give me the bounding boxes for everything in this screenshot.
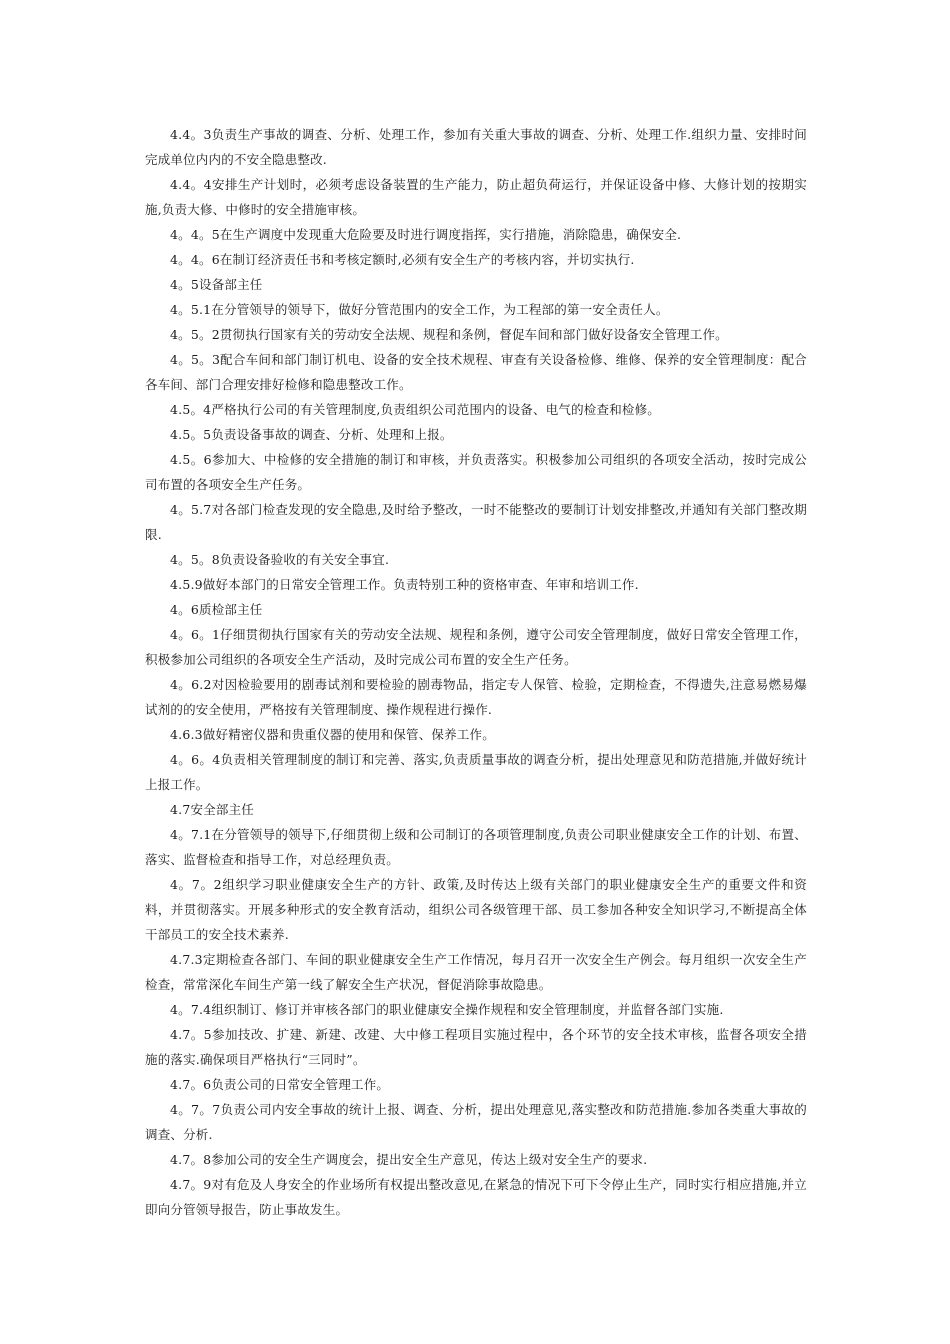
paragraph-4-7-1: 4。7.1在分管领导的领导下,仔细贯彻上级和公司制订的各项管理制度,负责公司职业健康安全工作的计划、布置、落实、监督检查和指导工作，对总经理负责。 [145,827,807,867]
paragraph-4-7-8: 4.7。8参加公司的安全生产调度会，提出安全生产意见，传达上级对安全生产的要求. [170,1152,648,1167]
document-body [145,122,807,1222]
paragraph-4-4-4: 4.4。4安排生产计划时，必须考虑设备装置的生产能力，防止超负荷运行，并保证设备中修、大修计划的按期实施,负责大修、中修时的安全措施审核。 [145,177,807,217]
paragraph-4-6-1: 4。6。1仔细贯彻执行国家有关的劳动安全法规、规程和条例，遵守公司安全管理制度，做好日常安全管理工作，积极参加公司组织的各项安全生产活动，及时完成公司布置的安全生产任务。 [145,627,807,667]
paragraph-4-7-6: 4.7。6负责公司的日常安全管理工作。 [170,1077,390,1092]
paragraph-4-5-6: 4.5。6参加大、中检修的安全措施的制订和审核，并负责落实。积极参加公司组织的各项安全活动，按时完成公司布置的各项安全生产任务。 [145,452,807,492]
paragraph-4-5-8: 4。5。8负责设备验收的有关安全事宜. [170,552,390,567]
paragraph-4-4-6: 4。4。6在制订经济责任书和考核定额时,必须有安全生产的考核内容，并切实执行. [170,252,635,267]
paragraph-4-6-4: 4。6。4负责相关管理制度的制订和完善、落实,负责质量事故的调查分析，提出处理意见和防范措施,并做好统计上报工作。 [145,752,807,792]
paragraph-4-5-3: 4。5。3配合车间和部门制订机电、设备的安全技术规程、审查有关设备检修、维修、保养的安全管理制度：配合各车间、部门合理安排好检修和隐患整改工作。 [145,352,807,392]
paragraph-4-7-3: 4.7.3定期检查各部门、车间的职业健康安全生产工作情况，每月召开一次安全生产例会。每月组织一次安全生产检查，常常深化车间生产第一线了解安全生产状况，督促消除事故隐患。 [145,952,807,992]
paragraph-4-5-4: 4.5。4严格执行公司的有关管理制度,负责组织公司范围内的设备、电气的检查和检修。 [170,402,661,417]
paragraph-4-7-5: 4.7。5参加技改、扩建、新建、改建、大中修工程项目实施过程中，各个环节的安全技术审核，监督各项安全措施的落实.确保项目严格执行“三同时”。 [145,1027,807,1067]
section-heading-4-5: 4。5设备部主任 [170,277,263,292]
paragraph-4-7-2: 4。7。2组织学习职业健康安全生产的方针、政策,及时传达上级有关部门的职业健康安全生产的重要文件和资料，并贯彻落实。开展多种形式的安全教育活动，组织公司各级管理干部、员工参加各种安全知识学习,不断提高全体干部员工的安全技术素养. [145,877,807,942]
paragraph-4-7-9: 4.7。9对有危及人身安全的作业场所有权提出整改意见,在紧急的情况下可下令停止生产，同时实行相应措施,并立即向分管领导报告，防止事故发生。 [145,1177,807,1217]
paragraph-4-7-4: 4。7.4组织制订、修订并审核各部门的职业健康安全操作规程和安全管理制度，并监督各部门实施. [170,1002,724,1017]
section-heading-4-7: 4.7安全部主任 [170,802,254,817]
section-heading-4-6: 4。6质检部主任 [170,602,263,617]
paragraph-4-5-2: 4。5。2贯彻执行国家有关的劳动安全法规、规程和条例，督促车间和部门做好设备安全管理工作。 [170,327,728,342]
paragraph-4-5-7: 4。5.7对各部门检查发现的安全隐患,及时给予整改，一时不能整改的要制订计划安排整改,并通知有关部门整改期限. [145,502,807,542]
paragraph-4-6-2: 4。6.2对因检验要用的剧毒试剂和要检验的剧毒物品，指定专人保管、检验，定期检查，不得遗失,注意易燃易爆试剂的的安全使用，严格按有关管理制度、操作规程进行操作. [145,677,807,717]
paragraph-4-5-5: 4.5。5负责设备事故的调查、分析、处理和上报。 [170,427,453,442]
paragraph-4-6-3: 4.6.3做好精密仪器和贵重仪器的使用和保管、保养工作。 [170,727,495,742]
paragraph-4-4-3: 4.4。3负责生产事故的调查、分析、处理工作，参加有关重大事故的调查、分析、处理工作.组织力量、安排时间完成单位内内的不安全隐患整改. [145,127,807,167]
paragraph-4-7-7: 4。7。7负责公司内安全事故的统计上报、调查、分析，提出处理意见,落实整改和防范措施.参加各类重大事故的调查、分析. [145,1102,807,1142]
paragraph-4-5-9: 4.5.9做好本部门的日常安全管理工作。负责特别工种的资格审查、年审和培训工作. [170,577,639,592]
paragraph-4-5-1: 4。5.1在分管领导的领导下，做好分管范围内的安全工作，为工程部的第一安全责任人。 [170,302,669,317]
paragraph-4-4-5: 4。4。5在生产调度中发现重大危险要及时进行调度指挥，实行措施，消除隐患，确保安全. [170,227,682,242]
